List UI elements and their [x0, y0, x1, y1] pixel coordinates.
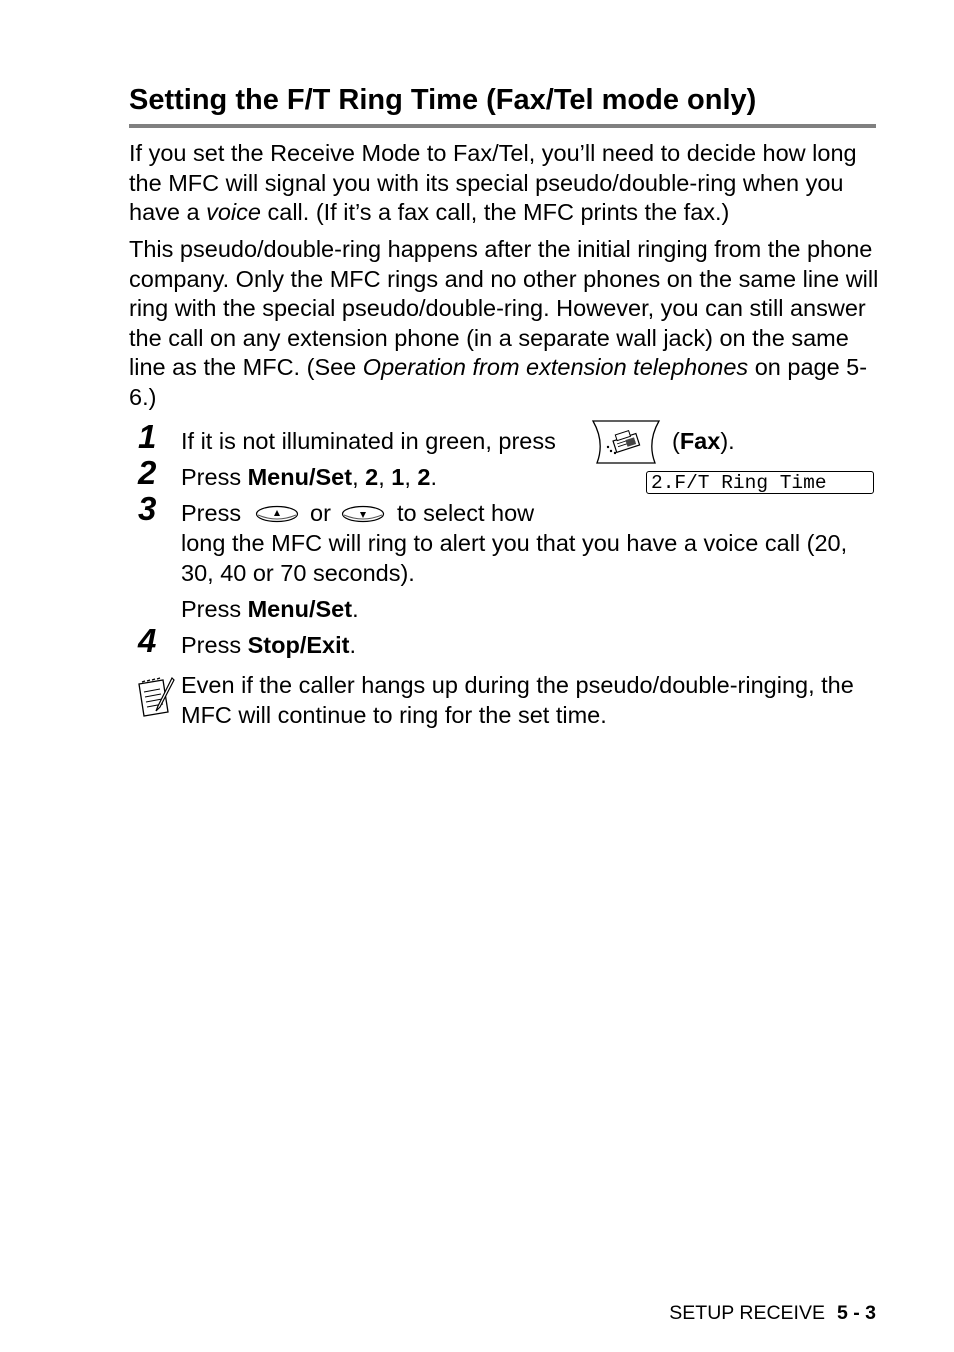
key-2-again: 2 [417, 464, 431, 490]
menu-set-key-2: Menu/Set [247, 596, 353, 622]
step-3-select: to select how [397, 500, 535, 526]
step-3-end: . [352, 596, 359, 622]
step-3-press-2: Press [181, 596, 248, 622]
step-2-sep-2: , [378, 464, 392, 490]
key-2: 2 [365, 464, 379, 490]
step-number-3: 3 [138, 490, 157, 527]
step-number-4: 4 [138, 622, 157, 659]
detail-text-a: This pseudo/double-ring happens after the initial ringing from the phone company. Only the MFC rings and no other phones on the same line will ring with the special pseudo/double-ring. However, you can still answer the call on any extension phone (in a separate wall jack) on the same line as the MFC. (See [129, 236, 879, 380]
fax-close-paren: ). [720, 428, 735, 454]
section-heading: Setting the F/T Ring Time (Fax/Tel mode only) [129, 84, 757, 116]
fax-key-name: Fax [679, 428, 721, 454]
intro-paragraph [129, 139, 879, 228]
step-4-text [181, 630, 356, 660]
step-number-2: 2 [138, 454, 157, 491]
down-arrow-key-icon [341, 504, 385, 524]
fax-machine-icon [591, 418, 661, 466]
footer-section: SETUP RECEIVE [669, 1302, 825, 1324]
step-2-text [181, 462, 437, 492]
heading-rule [129, 124, 876, 128]
step-2-end: . [430, 464, 438, 490]
fax-open-paren: ( [672, 428, 680, 454]
step-2-sep-3: , [404, 464, 418, 490]
step-1-text: If it is not illuminated in green, press [181, 428, 556, 454]
step-4-press: Press [181, 632, 248, 658]
step-3-press: Press [181, 500, 242, 526]
detail-text-b: on page 5-6.) [129, 354, 868, 410]
intro-text-a: If you set the Receive Mode to Fax/Tel, you’ll need to decide how long the MFC will signal you with its special pseudo/double-ring when you have a [129, 140, 857, 225]
detail-paragraph [129, 235, 879, 412]
stop-exit-key: Stop/Exit [247, 632, 350, 658]
step-3-continuation: long the MFC will ring to alert you that you have a voice call (20, 30, 40 or 70 seconds). [181, 530, 848, 586]
intro-text-em: voice [206, 199, 261, 225]
up-arrow-key-icon [255, 504, 299, 524]
step-2-sep-1: , [352, 464, 366, 490]
note-text: Even if the caller hangs up during the pseudo/double-ringing, the MFC will continue to ring for the set time. [181, 672, 854, 728]
detail-text-em: Operation from extension telephones [362, 354, 749, 380]
step-number-1: 1 [138, 418, 157, 455]
note-pad-icon [136, 676, 176, 718]
key-1: 1 [391, 464, 405, 490]
step-4-end: . [349, 632, 356, 658]
page-footer [669, 1300, 876, 1326]
footer-page-number: 5 - 3 [836, 1302, 876, 1324]
step-3-or: or [310, 500, 331, 526]
step-3-press-menu [181, 594, 359, 624]
intro-text-b: call. (If it’s a fax call, the MFC prints the fax.) [260, 199, 730, 225]
lcd-display: 2.F/T Ring Time [646, 471, 874, 494]
step-2-press: Press [181, 464, 248, 490]
menu-set-key: Menu/Set [247, 464, 353, 490]
fax-key-label [672, 426, 735, 456]
